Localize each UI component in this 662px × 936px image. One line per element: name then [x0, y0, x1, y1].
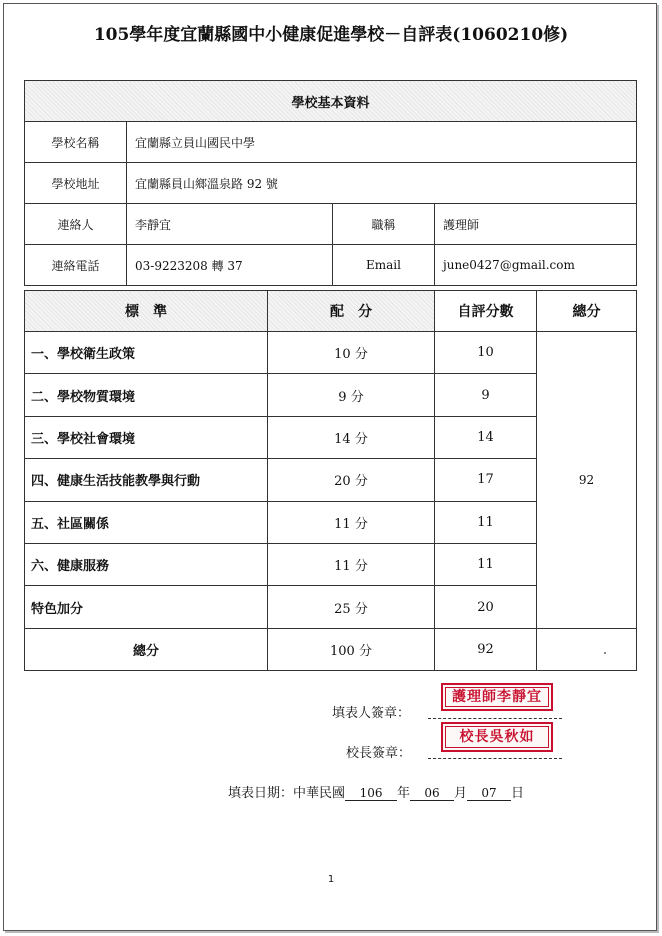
date-month: 06 — [410, 786, 454, 801]
self-score-cell: 11 — [435, 501, 537, 543]
header-standard: 標 準 — [25, 291, 268, 332]
sum-label: 總分 — [25, 628, 268, 670]
date-month-unit: 月 — [454, 786, 468, 801]
phone-label: 連絡電話 — [25, 245, 127, 286]
basic-info-header: 學校基本資料 — [25, 81, 637, 122]
header-points: 配 分 — [268, 291, 435, 332]
standard-cell: 三、學校社會環境 — [25, 416, 268, 458]
principal-seal-stamp: 校長吳秋如 — [441, 722, 553, 752]
table-row — [25, 332, 637, 374]
address-label: 學校地址 — [25, 163, 127, 204]
total-score-cell: 92 — [537, 332, 637, 629]
points-cell: 14 分 — [268, 416, 435, 458]
self-score-cell: 17 — [435, 459, 537, 501]
sum-points: 100 分 — [268, 628, 435, 670]
self-score-cell: 9 — [435, 374, 537, 416]
sum-row — [25, 628, 637, 670]
filler-signature-label: 填表人簽章： — [332, 706, 411, 721]
self-score-cell: 14 — [435, 416, 537, 458]
school-name-value: 宜蘭縣立員山國民中學 — [127, 122, 637, 163]
phone-value: 03-9223208 轉 37 — [127, 245, 333, 286]
date-day-unit: 日 — [511, 786, 525, 801]
self-score-cell: 11 — [435, 543, 537, 585]
standard-cell: 二、學校物質環境 — [25, 374, 268, 416]
self-score-cell: 10 — [435, 332, 537, 374]
contact-value: 李靜宜 — [127, 204, 333, 245]
standard-cell: 六、健康服務 — [25, 543, 268, 585]
points-cell: 25 分 — [268, 586, 435, 628]
principal-signature-line — [428, 758, 562, 759]
contact-label: 連絡人 — [25, 204, 127, 245]
points-cell: 20 分 — [268, 459, 435, 501]
email-value: june0427@gmail.com — [435, 245, 637, 286]
email-label: Email — [333, 245, 435, 286]
position-value: 護理師 — [435, 204, 637, 245]
page-number: 1 — [327, 874, 335, 885]
filler-signature-line — [428, 718, 562, 719]
stray-dot — [604, 652, 606, 654]
basic-info-table — [24, 80, 637, 286]
fill-date — [228, 782, 524, 801]
header-total: 總分 — [537, 291, 637, 332]
points-cell: 11 分 — [268, 501, 435, 543]
page-title: 105學年度宜蘭縣國中小健康促進學校－自評表(1060210修) — [93, 25, 569, 45]
date-day: 07 — [467, 786, 511, 801]
address-value: 宜蘭縣員山鄉溫泉路 92 號 — [127, 163, 637, 204]
sum-self-score: 92 — [435, 628, 537, 670]
standard-cell: 四、健康生活技能教學與行動 — [25, 459, 268, 501]
date-year-unit: 年 — [397, 786, 411, 801]
standard-cell: 一、學校衛生政策 — [25, 332, 268, 374]
header-self-score: 自評分數 — [435, 291, 537, 332]
principal-signature-label: 校長簽章： — [346, 746, 412, 761]
points-cell: 9 分 — [268, 374, 435, 416]
self-score-cell: 20 — [435, 586, 537, 628]
position-label: 職稱 — [333, 204, 435, 245]
standard-cell: 五、社區關係 — [25, 501, 268, 543]
filler-seal-stamp: 護理師李靜宜 — [441, 683, 553, 711]
standard-cell: 特色加分 — [25, 586, 268, 628]
points-cell: 11 分 — [268, 543, 435, 585]
school-name-label: 學校名稱 — [25, 122, 127, 163]
date-year: 106 — [345, 786, 397, 801]
sum-blank-cell — [537, 628, 637, 670]
points-cell: 10 分 — [268, 332, 435, 374]
score-table — [24, 290, 637, 671]
date-label: 填表日期：中華民國 — [228, 786, 346, 801]
